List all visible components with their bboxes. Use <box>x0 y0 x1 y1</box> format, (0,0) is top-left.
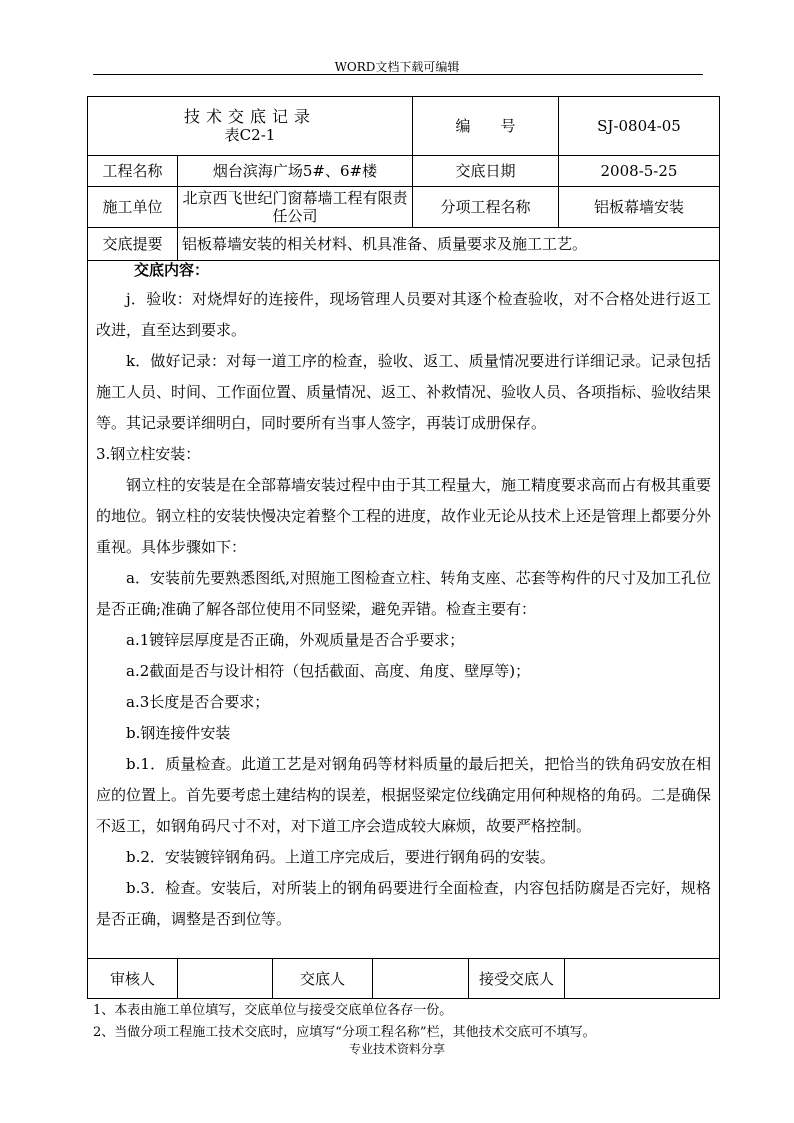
disclosure-form <box>87 96 720 999</box>
content-paragraph: 钢立柱的安装是在全部幕墙安装过程中由于其工程量大，施工精度要求高而占有极其重要的地位。钢立柱的安装快慢决定着整个工程的进度，故作业无论从技术上还是管理上都要分外重视。具体步骤如下： <box>96 476 712 556</box>
summary-label: 交底提要 <box>88 228 178 260</box>
title-row <box>88 97 719 156</box>
receiver-label: 接受交底人 <box>469 959 565 998</box>
receiver-value <box>565 959 719 998</box>
date-value: 2008-5-25 <box>600 162 678 180</box>
presenter-label: 交底人 <box>273 959 373 998</box>
content-paragraph: b.钢连接件安装 <box>126 724 231 742</box>
date-label: 交底日期 <box>413 156 559 186</box>
unit-row <box>88 187 719 228</box>
content-paragraph: a.3长度是否合要求； <box>126 693 270 711</box>
header-divider <box>93 74 703 75</box>
subproject-value: 铝板幕墙安装 <box>593 198 684 216</box>
presenter-value <box>373 959 469 998</box>
code-label: 编 号 <box>413 97 559 155</box>
unit-label: 施工单位 <box>88 187 178 227</box>
content-paragraph: 3.钢立柱安装： <box>96 445 201 463</box>
content-paragraph: b.1．质量检查。此道工艺是对钢角码等材料质量的最后把关，把恰当的铁角码安放在相应的位置上。首先要考虑土建结构的误差，根据竖梁定位线确定用何种规格的角码。二是确保不返工，如钢角码尺寸不对，对下道工序会造成较大麻烦，故要严格控制。 <box>96 755 712 835</box>
note-item: 2、当做分项工程施工技术交底时，应填写“分项工程名称”栏，其他技术交底可不填写。 <box>93 1025 596 1040</box>
content-paragraph: a．安装前先要熟悉图纸,对照施工图检查立柱、转角支座、芯套等构件的尺寸及加工孔位是否正确;准确了解各部位使用不同竖梁，避免弄错。检查主要有： <box>96 569 711 618</box>
signature-row <box>88 958 719 998</box>
content-paragraph: a.1镀锌层厚度是否正确，外观质量是否合乎要求； <box>126 631 465 649</box>
summary-value: 铝板幕墙安装的相关材料、机具准备、质量要求及施工工艺。 <box>182 235 588 253</box>
form-title: 技术交底记录 <box>183 107 316 126</box>
subproject-label: 分项工程名称 <box>413 187 559 227</box>
content-paragraph: b.2．安装镀锌钢角码。上道工序完成后，要进行钢角码的安装。 <box>126 848 555 866</box>
content-paragraph: b.3．检查。安装后，对所装上的钢角码要进行全面检查，内容包括防腐是否完好，规格是否正确，调整是否到位等。 <box>96 879 711 928</box>
content-paragraph: k．做好记录：对每一道工序的检查，验收、返工、质量情况要进行详细记录。记录包括施工人员、时间、工作面位置、质量情况、返工、补救情况、验收人员、各项指标、验收结果等。其记录要详细明白，同时要所有当事人签字，再装订成册保存。 <box>96 352 712 432</box>
disclosure-content <box>88 260 719 958</box>
note-item: 1、本表由施工单位填写，交底单位与接受交底单位各存一份。 <box>93 1003 453 1018</box>
content-paragraph: a.2截面是否与设计相符（包括截面、高度、角度、壁厚等)； <box>126 662 531 680</box>
form-table-number: 表C2-1 <box>224 126 276 144</box>
project-row <box>88 156 719 187</box>
unit-value: 北京西飞世纪门窗幕墙工程有限责任公司 <box>178 187 413 227</box>
reviewer-label: 审核人 <box>88 959 178 998</box>
content-paragraph: j．验收：对烧焊好的连接件，现场管理人员要对其逐个检查验收，对不合格处进行返工改进，直至达到要求。 <box>96 290 711 339</box>
form-notes <box>93 1000 596 1044</box>
code-value: SJ-0804-05 <box>597 117 681 135</box>
content-title: 交底内容： <box>134 261 210 279</box>
page-footer: 专业技术资料分享 <box>348 1042 445 1056</box>
form-title-cell <box>88 97 413 155</box>
summary-row <box>88 228 719 261</box>
project-value: 烟台滨海广场5#、6#楼 <box>178 156 413 186</box>
project-label: 工程名称 <box>88 156 178 186</box>
page-header: WORD文档下载可编辑 <box>334 60 460 74</box>
reviewer-value <box>178 959 273 998</box>
